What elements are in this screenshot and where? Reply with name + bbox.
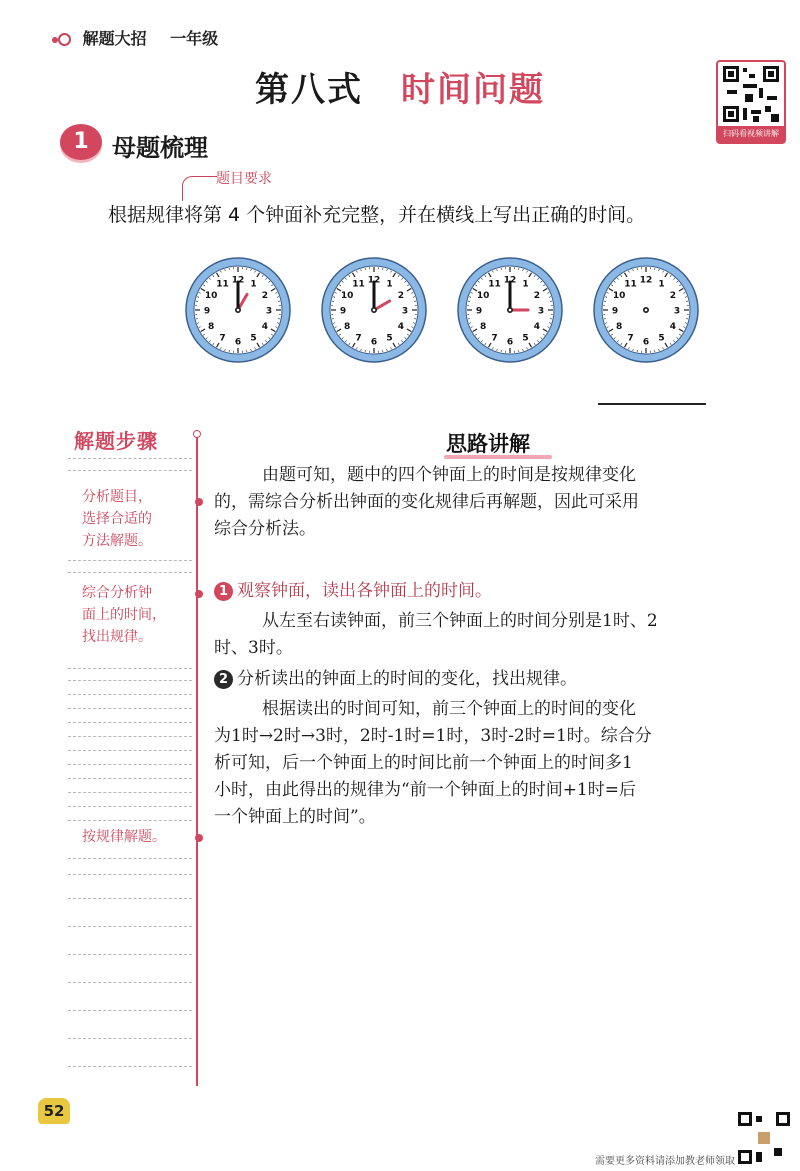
clock-number: 1 bbox=[658, 279, 665, 290]
clock-number: 6 bbox=[506, 337, 514, 348]
clock-number: 2 bbox=[397, 291, 404, 301]
clock-number: 8 bbox=[208, 322, 215, 332]
clock-face bbox=[594, 258, 698, 362]
clock-number: 7 bbox=[219, 333, 226, 344]
video-qr-code[interactable] bbox=[716, 60, 786, 144]
header-dots-icon bbox=[58, 33, 71, 46]
clock-number: 8 bbox=[616, 322, 623, 332]
steps-divider bbox=[196, 434, 198, 1086]
clock-number: 2 bbox=[261, 291, 268, 301]
clock-number: 4 bbox=[669, 322, 676, 332]
footer-note: 需要更多资料请添加教老师领取 bbox=[595, 1156, 735, 1167]
clock-number: 7 bbox=[491, 333, 498, 344]
explain-intro: 由题可知，题中的四个钟面上的时间是按规律变化 的，需综合分析出钟面的变化规律后再解题，因此可采用 综合分析法。 bbox=[214, 465, 639, 539]
steps-title: 解题步骤 bbox=[74, 429, 158, 453]
clock-number: 12 bbox=[231, 275, 245, 286]
clock-number: 6 bbox=[234, 337, 242, 348]
clock-number: 1 bbox=[250, 279, 257, 290]
clock-number: 7 bbox=[355, 333, 362, 344]
clock-number: 9 bbox=[475, 306, 483, 317]
answer-blank-line[interactable] bbox=[598, 403, 706, 405]
clock-face bbox=[186, 258, 290, 362]
section-title: 母题梳理 bbox=[112, 134, 208, 162]
clock-number: 5 bbox=[386, 333, 393, 344]
page-number: 52 bbox=[38, 1098, 70, 1124]
clock-number: 10 bbox=[476, 291, 490, 301]
requirement-pointer bbox=[182, 176, 217, 201]
clock-number: 11 bbox=[488, 279, 501, 290]
step-marker-icon bbox=[195, 834, 203, 842]
title-part2: 时间问题 bbox=[401, 70, 545, 110]
step-marker-icon bbox=[195, 590, 203, 598]
step-find-pattern: 综合分析钟 面上的时间， 找出规律。 bbox=[82, 585, 166, 645]
clock-number: 4 bbox=[533, 322, 540, 332]
clock-faces bbox=[180, 254, 700, 366]
clock-number: 11 bbox=[352, 279, 365, 290]
page-title bbox=[0, 62, 800, 111]
clock-number: 9 bbox=[203, 306, 211, 317]
requirement-label: 题目要求 bbox=[216, 171, 272, 187]
divider-knob-icon bbox=[193, 430, 201, 438]
clock-number: 10 bbox=[340, 291, 354, 301]
clock-number: 7 bbox=[627, 333, 634, 344]
clock-number: 8 bbox=[344, 322, 351, 332]
footer-qr-icon[interactable] bbox=[738, 1112, 790, 1164]
clock-number: 9 bbox=[611, 306, 619, 317]
explain-title: 思路讲解 bbox=[446, 432, 530, 456]
clock-number: 8 bbox=[480, 322, 487, 332]
clock-number: 4 bbox=[261, 322, 268, 332]
step-analyze-problem: 分析题目， 选择合适的 方法解题。 bbox=[82, 489, 152, 549]
clock-number: 12 bbox=[503, 275, 517, 286]
clock-number: 11 bbox=[216, 279, 229, 290]
clock-number: 12 bbox=[367, 275, 381, 286]
clock-face bbox=[458, 258, 562, 362]
clock-number: 11 bbox=[624, 279, 637, 290]
clock-number: 10 bbox=[204, 291, 218, 301]
steps-column bbox=[68, 458, 192, 1078]
step1-body: 从左至右读钟面，前三个钟面上的时间分别是1时、2 时、3时。 bbox=[214, 611, 658, 658]
clock-number: 12 bbox=[639, 275, 653, 286]
clock-number: 1 bbox=[522, 279, 529, 290]
clock-number: 2 bbox=[533, 291, 540, 301]
clock-number: 9 bbox=[339, 306, 347, 317]
qr-caption: 扫码看视频讲解 bbox=[718, 126, 784, 142]
book-header bbox=[58, 26, 218, 49]
clock-face bbox=[322, 258, 426, 362]
question-text: 根据规律将第 4 个钟面补充完整，并在横线上写出正确的时间。 bbox=[108, 204, 646, 226]
book-name: 解题大招 bbox=[82, 29, 147, 48]
clock-number: 5 bbox=[250, 333, 257, 344]
step2-body: 根据读出的时间可知，前三个钟面上的时间的变化 为1时→2时→3时，2时-1时=1时，3时-2时=1时。综合分 析可知，后一个钟面上的时间比前一个钟面上的时间多1 小时，由此得出的规律为“前一个钟面上的时间+1时=后 一个钟面上的时间”。 bbox=[214, 699, 652, 827]
clock-number: 5 bbox=[522, 333, 529, 344]
clock-number: 3 bbox=[265, 306, 273, 317]
clock-number: 3 bbox=[401, 306, 409, 317]
clock-number: 6 bbox=[642, 337, 650, 348]
clock-number: 3 bbox=[537, 306, 545, 317]
step-solve-by-rule: 按规律解题。 bbox=[82, 829, 166, 845]
title-part1: 第八式 bbox=[255, 70, 363, 110]
clock-number: 2 bbox=[669, 291, 676, 301]
section-number-badge: 1 bbox=[60, 124, 102, 160]
clock-number: 10 bbox=[612, 291, 626, 301]
step1-heading: 1 观察钟面，读出各钟面上的时间。 bbox=[214, 578, 492, 605]
clock-number: 6 bbox=[370, 337, 378, 348]
clock-number: 5 bbox=[658, 333, 665, 344]
step2-number-icon: 2 bbox=[214, 670, 233, 689]
clock-number: 1 bbox=[386, 279, 393, 290]
step1-number-icon: 1 bbox=[214, 582, 233, 601]
clock-number: 4 bbox=[397, 322, 404, 332]
grade-label: 一年级 bbox=[170, 29, 219, 48]
clock-number: 3 bbox=[673, 306, 681, 317]
step-marker-icon bbox=[195, 498, 203, 506]
step2-heading: 2 分析读出的钟面上的时间的变化，找出规律。 bbox=[214, 666, 577, 693]
qr-icon bbox=[723, 66, 779, 122]
